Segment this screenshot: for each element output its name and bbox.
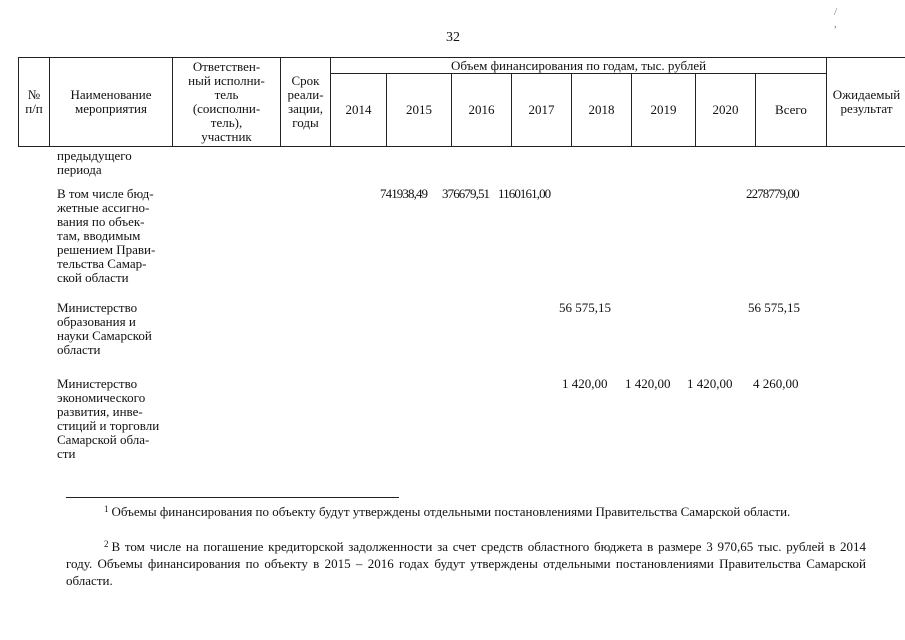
cell-total: 2278779,00 — [746, 186, 799, 201]
footnote-1 — [66, 501, 866, 520]
cell-2017: 1160161,00 — [498, 186, 551, 201]
header-name: Наименование мероприятия — [50, 58, 173, 147]
financing-table-header — [18, 57, 905, 147]
footnote-2 — [66, 536, 866, 589]
header-year-2019: 2019 — [632, 74, 696, 147]
cell-2018: 1 420,00 — [562, 376, 608, 391]
row-name: В том числе бюд- жетные ассигно- вания по объек- там, вводимым решением Прави- тельства Самар- ской области — [57, 186, 156, 285]
header-year-2015: 2015 — [387, 74, 452, 147]
header-financing: Объем финансирования по годам, тыс. рублей — [331, 58, 827, 74]
footnote-text: В том числе на погашение кредиторской задолженности за счет средств областного бюджета в размере 3 970,65 тыс. рублей в 2014 году. Объемы финансирования по объекту в 2015 – 2016 годах будут утверждены отдельными постановлениями Правительства Самарской области. — [66, 539, 866, 588]
header-year-2017: 2017 — [512, 74, 572, 147]
row-name: Министерство экономического развития, инве- стиций и торговли Самарской обла- сти — [57, 376, 160, 461]
footnote-mark: 2 — [104, 539, 109, 549]
cell-2016: 376679,51 — [442, 186, 490, 201]
header-result: Ожидаемый результат — [827, 58, 905, 147]
cell-2018: 56 575,15 — [559, 300, 611, 315]
header-total: Всего — [756, 74, 827, 147]
cell-2015: 741938,49 — [380, 186, 428, 201]
header-year-2014: 2014 — [331, 74, 387, 147]
footnote-text: Объемы финансирования по объекту будут утверждены отдельными постановлениями Правительства Самарской области. — [111, 504, 791, 519]
row-name: предыдущего периода — [57, 148, 132, 177]
header-executor: Ответствен- ный исполни- тель (соисполни- тель), участник — [173, 58, 281, 147]
cell-total: 4 260,00 — [753, 376, 799, 391]
row-name: Министерство образования и науки Самарской области — [57, 300, 152, 357]
corner-marks: / , — [834, 6, 868, 30]
header-year-2020: 2020 — [696, 74, 756, 147]
page-number: 32 — [446, 30, 460, 45]
header-year-2016: 2016 — [452, 74, 512, 147]
header-year-2018: 2018 — [572, 74, 632, 147]
cell-2019: 1 420,00 — [625, 376, 671, 391]
footnote-separator — [66, 497, 399, 498]
cell-total: 56 575,15 — [748, 300, 800, 315]
footnote-mark: 1 — [104, 504, 109, 514]
header-num: № п/п — [19, 58, 50, 147]
header-period: Срок реали- зации, годы — [281, 58, 331, 147]
cell-2020: 1 420,00 — [687, 376, 733, 391]
